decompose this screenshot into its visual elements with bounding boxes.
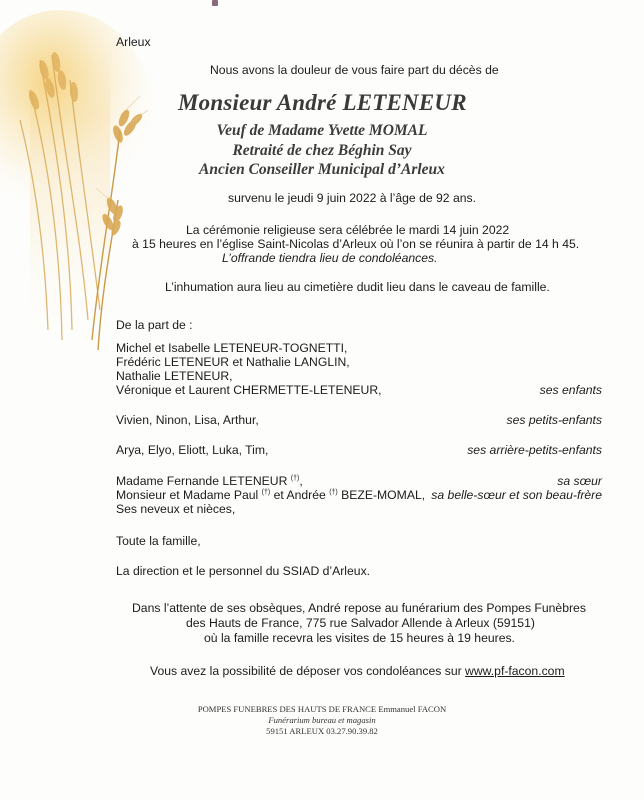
great-grandchildren: Arya, Elyo, Eliott, Luka, Tim, — [116, 443, 269, 457]
whole-family-line: Toute la famille, — [116, 534, 201, 548]
ssiad-line: La direction et le personnel du SSIAD d’Arleux. — [116, 564, 371, 578]
place-name: Arleux — [116, 35, 151, 49]
retired-line: Retraité de chez Béghin Say — [232, 142, 412, 159]
intro-text: Nous avons la douleur de vous faire part du décès de — [210, 63, 499, 77]
burial-note: L’inhumation aura lieu au cimetière dudit lieu dans le caveau de famille. — [165, 280, 550, 294]
deceased-name: Monsieur André LETENEUR — [178, 90, 467, 115]
death-date: survenu le jeudi 9 juin 2022 à l’âge de 92 ans. — [228, 191, 476, 205]
from-label: De la part de : — [116, 318, 193, 332]
inlaw-part-a: Monsieur et Madame Paul — [116, 488, 259, 502]
offering-note: L’offrande tiendra lieu de condoléances. — [222, 251, 438, 265]
cross-mark: (†) — [329, 488, 338, 496]
condolences-line — [150, 664, 565, 678]
sister-suffix: , — [299, 474, 303, 488]
child-4: Véronique et Laurent CHERMETTE-LETENEUR, — [116, 383, 382, 397]
funeral-home-line-2: des Hauts de France, 775 rue Salvador Allende à Arleux (59151) — [186, 616, 535, 630]
ceremony-line-1: La cérémonie religieuse sera célébrée le mardi 14 juin 2022 — [186, 223, 510, 237]
footer-company: POMPES FUNEBRES DES HAUTS DE FRANCE Emmanuel FACON — [197, 704, 447, 714]
footer-services: Funérarium bureau et magasin — [268, 715, 376, 725]
inlaw-line — [116, 488, 425, 502]
condolences-link[interactable]: www.pf-facon.com — [465, 664, 565, 678]
sister-name: Madame Fernande LETENEUR — [116, 474, 288, 488]
cross-mark: (†) — [290, 474, 300, 482]
inlaw-part-b: et Andrée — [273, 488, 326, 502]
sister-relation: sa sœur — [557, 474, 602, 488]
cross-mark: (†) — [261, 488, 271, 496]
sister-line — [116, 474, 303, 488]
nephews-line: Ses neveux et nièces, — [116, 502, 236, 516]
inlaw-relation: sa belle-sœur et son beau-frère — [431, 488, 602, 502]
footer-address: 59151 ARLEUX 03.27.90.39.82 — [266, 726, 378, 736]
scan-mark — [212, 0, 218, 6]
funeral-home-line-3: où la famille recevra les visites de 15 heures à 19 heures. — [204, 631, 515, 645]
inlaw-part-c: BEZE-MOMAL, — [341, 488, 426, 502]
great-grandchildren-relation: ses arrière-petits-enfants — [467, 443, 602, 457]
grandchildren: Vivien, Ninon, Lisa, Arthur, — [116, 413, 259, 427]
ceremony-line-2: à 15 heures en l’église Saint-Nicolas d’Arleux où l’on se réunira à partir de 14 h 45. — [132, 237, 580, 251]
councillor-line: Ancien Conseiller Municipal d’Arleux — [199, 161, 445, 178]
child-2: Frédéric LETENEUR et Nathalie LANGLIN, — [116, 355, 350, 369]
widow-line: Veuf de Madame Yvette MOMAL — [216, 122, 428, 139]
funeral-home-line-1: Dans l’attente de ses obsèques, André repose au funérarium des Pompes Funèbres — [132, 601, 586, 615]
child-3: Nathalie LETENEUR, — [116, 369, 233, 383]
child-1: Michel et Isabelle LETENEUR-TOGNETTI, — [116, 341, 348, 355]
grandchildren-relation: ses petits-enfants — [506, 413, 602, 427]
children-relation: ses enfants — [539, 383, 602, 397]
condolences-text: Vous avez la possibilité de déposer vos condoléances sur — [150, 664, 466, 678]
